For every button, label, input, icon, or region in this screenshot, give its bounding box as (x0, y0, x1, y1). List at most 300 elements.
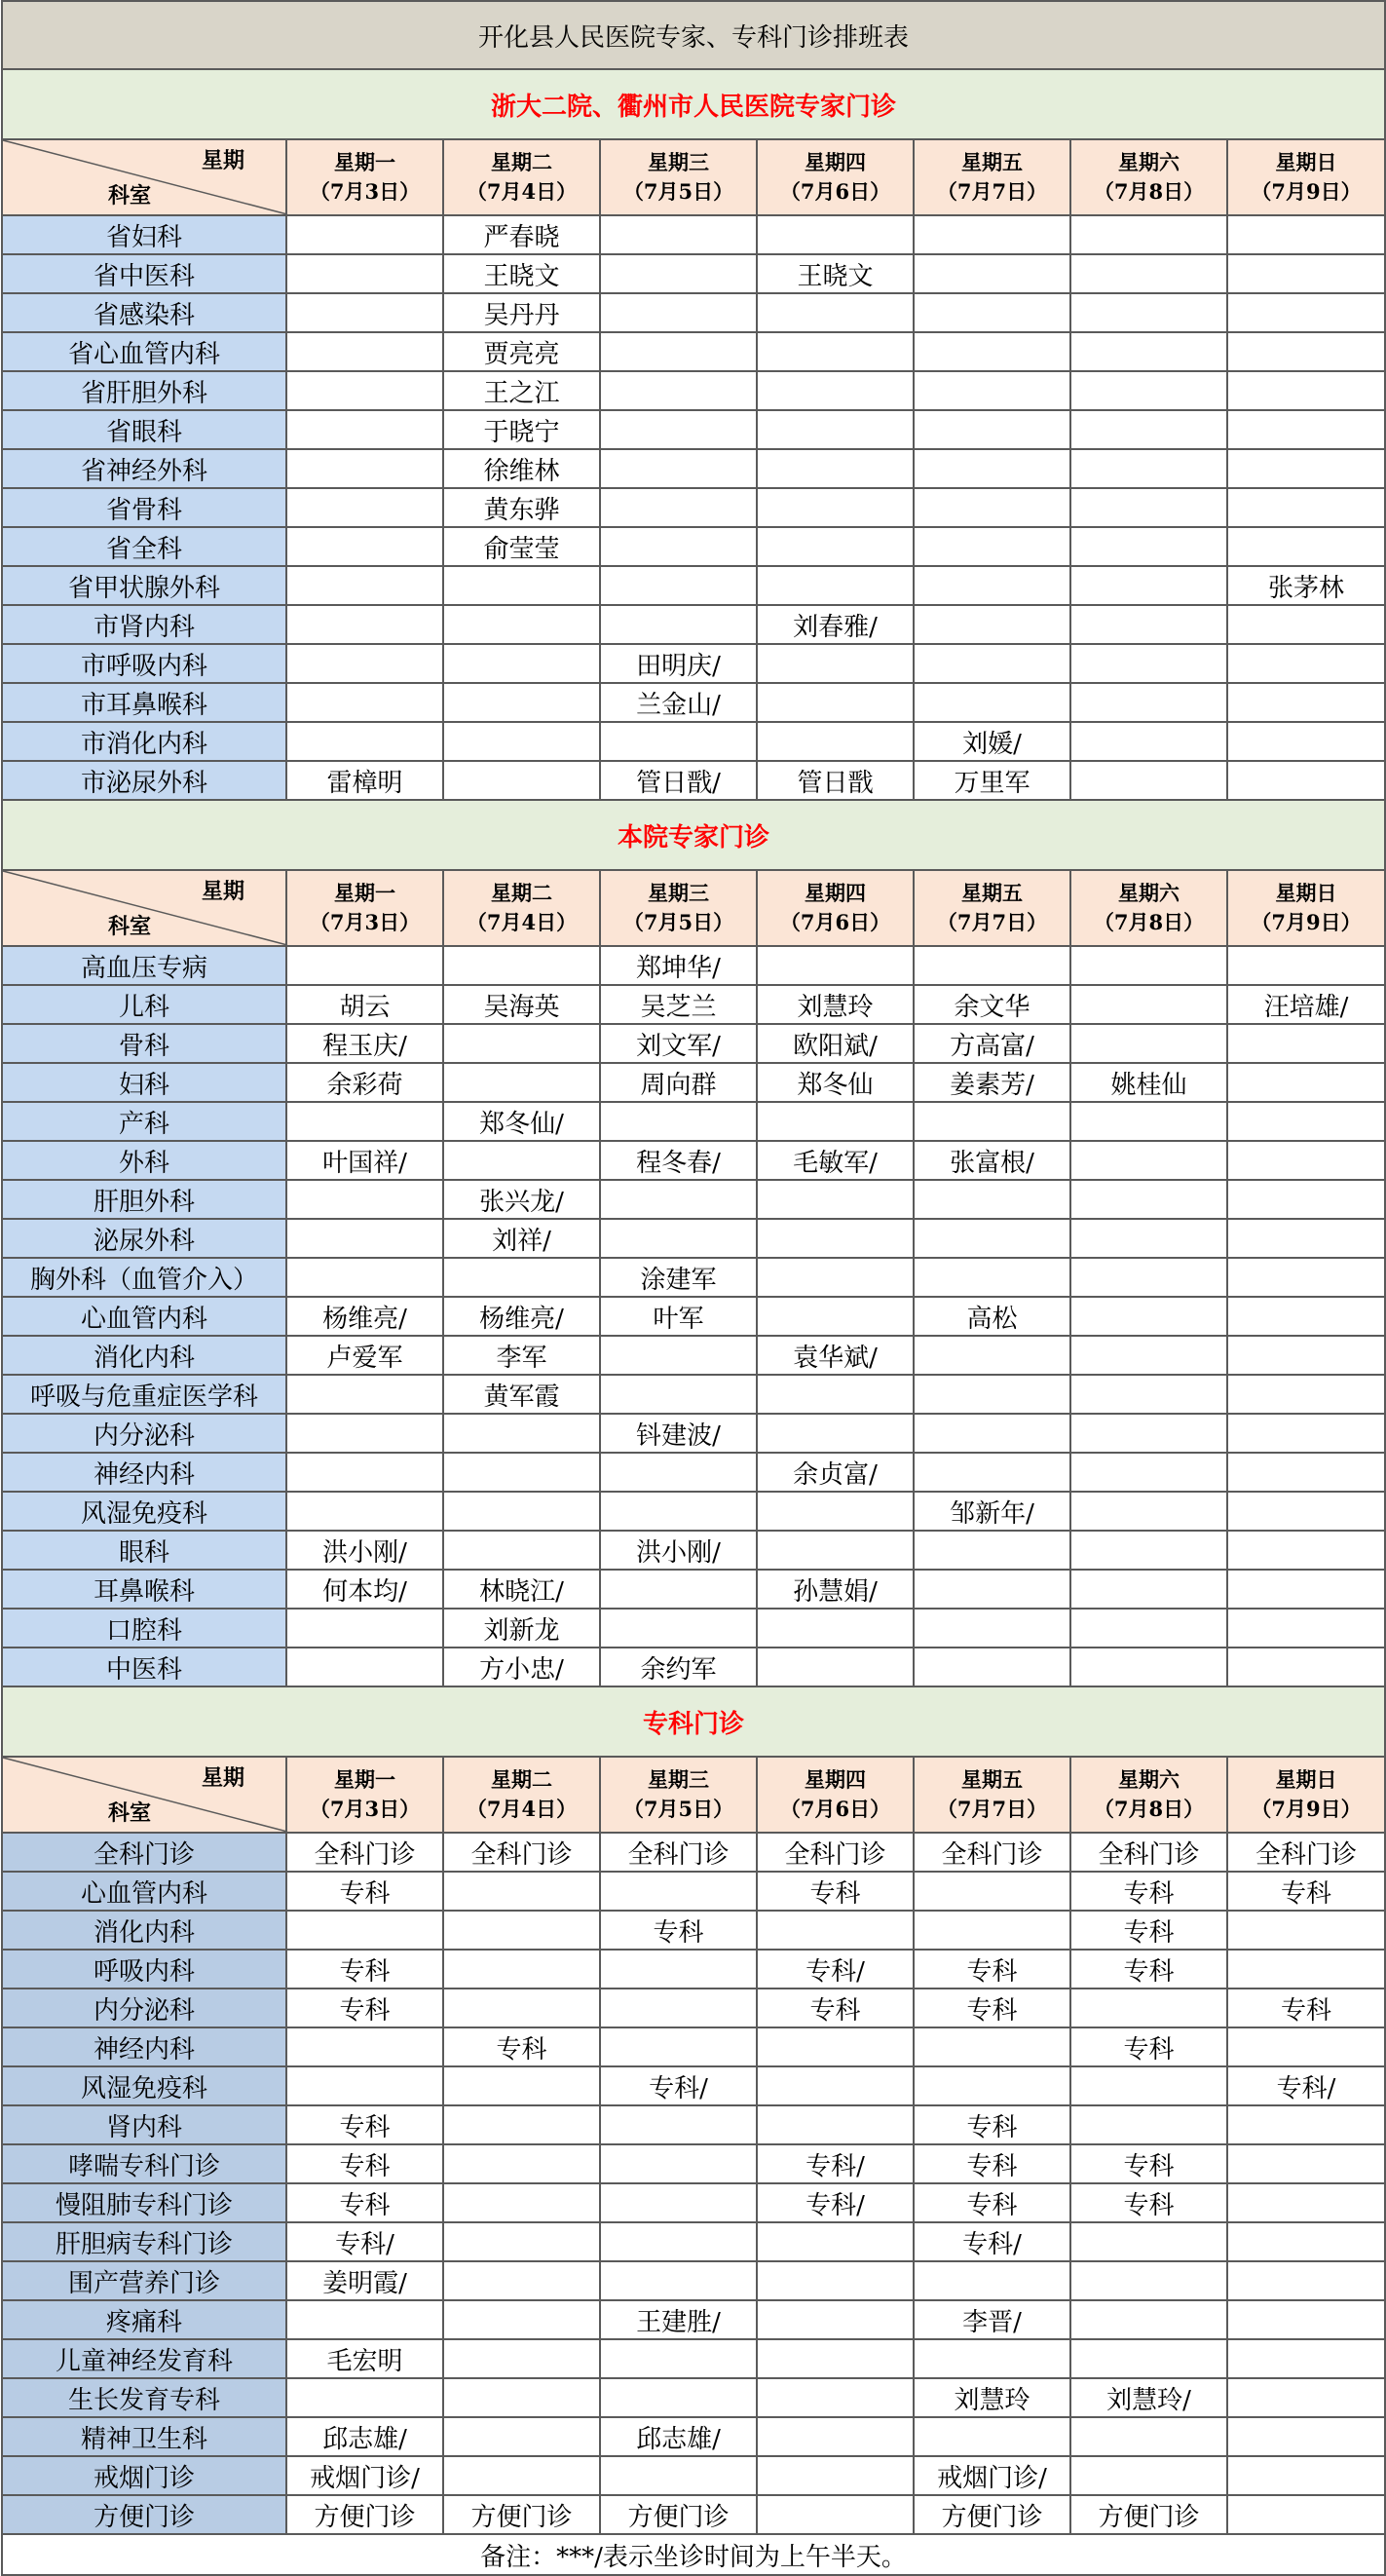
schedule-cell (443, 2339, 600, 2378)
schedule-cell (443, 2183, 600, 2222)
department-cell: 耳鼻喉科 (2, 1570, 286, 1609)
schedule-cell (757, 2495, 914, 2534)
schedule-cell (914, 644, 1070, 683)
department-cell: 神经内科 (2, 2027, 286, 2066)
department-cell: 消化内科 (2, 1336, 286, 1375)
day-date: （7月3日） (309, 1797, 421, 1821)
schedule-cell (1070, 985, 1227, 1024)
schedule-cell: 吴海英 (443, 985, 600, 1024)
day-header-4 (757, 870, 914, 946)
schedule-cell (1227, 1024, 1385, 1063)
schedule-cell (600, 332, 757, 371)
schedule-cell (443, 1141, 600, 1180)
schedule-cell: 杨维亮/ (286, 1297, 443, 1336)
schedule-cell (914, 527, 1070, 566)
day-name: 星期二 (491, 881, 552, 905)
department-cell: 省眼科 (2, 410, 286, 449)
schedule-cell: 田明庆/ (600, 644, 757, 683)
table-row (2, 1950, 1385, 1989)
table-row (2, 1141, 1385, 1180)
department-cell: 省甲状腺外科 (2, 566, 286, 605)
schedule-cell (286, 371, 443, 410)
schedule-cell (1070, 1453, 1227, 1492)
day-date: （7月6日） (779, 179, 891, 204)
table-row (2, 761, 1385, 800)
schedule-cell: 黄东骅 (443, 488, 600, 527)
table-row (2, 1375, 1385, 1414)
table-row (2, 1219, 1385, 1258)
day-header-6 (1070, 870, 1227, 946)
schedule-cell (757, 1219, 914, 1258)
table-row (2, 1609, 1385, 1648)
schedule-cell: 专科/ (914, 2222, 1070, 2261)
schedule-cell (757, 2339, 914, 2378)
schedule-cell: 刘媛/ (914, 722, 1070, 761)
table-row (2, 644, 1385, 683)
schedule-cell (600, 1872, 757, 1911)
schedule-cell (1070, 605, 1227, 644)
schedule-cell (1070, 761, 1227, 800)
schedule-cell (914, 605, 1070, 644)
schedule-cell (757, 1492, 914, 1531)
schedule-cell (1070, 1609, 1227, 1648)
schedule-cell (1070, 1375, 1227, 1414)
schedule-cell (443, 946, 600, 985)
department-cell: 骨科 (2, 1024, 286, 1063)
table-row (2, 449, 1385, 488)
schedule-cell (914, 1453, 1070, 1492)
schedule-cell (757, 488, 914, 527)
department-cell: 哮喘专科门诊 (2, 2144, 286, 2183)
department-cell: 风湿免疫科 (2, 1492, 286, 1531)
schedule-cell (1227, 605, 1385, 644)
schedule-cell: 专科 (914, 2144, 1070, 2183)
schedule-cell (914, 1258, 1070, 1297)
schedule-cell: 专科/ (757, 2183, 914, 2222)
schedule-cell (286, 644, 443, 683)
schedule-cell (1227, 1648, 1385, 1686)
schedule-cell (443, 1531, 600, 1570)
schedule-cell (443, 2222, 600, 2261)
schedule-cell (286, 2300, 443, 2339)
schedule-cell: 钭建波/ (600, 1414, 757, 1453)
day-header-1 (286, 870, 443, 946)
schedule-cell: 专科 (1070, 1911, 1227, 1950)
schedule-cell: 全科门诊 (600, 1833, 757, 1872)
schedule-cell (600, 566, 757, 605)
schedule-cell (443, 2378, 600, 2417)
table-row (2, 488, 1385, 527)
schedule-cell (914, 2261, 1070, 2300)
schedule-cell (286, 722, 443, 761)
table-row (2, 2378, 1385, 2417)
department-cell: 泌尿外科 (2, 1219, 286, 1258)
schedule-cell (757, 215, 914, 254)
table-row (2, 985, 1385, 1024)
day-name: 星期三 (648, 1767, 709, 1792)
schedule-cell (600, 410, 757, 449)
schedule-cell (1227, 644, 1385, 683)
schedule-cell (914, 1375, 1070, 1414)
schedule-cell: 余贞富/ (757, 1453, 914, 1492)
day-name: 星期四 (805, 150, 866, 174)
schedule-cell (914, 1872, 1070, 1911)
schedule-cell: 专科 (914, 1989, 1070, 2027)
schedule-cell: 郑冬仙 (757, 1063, 914, 1102)
schedule-cell (1227, 1297, 1385, 1336)
schedule-cell (443, 761, 600, 800)
schedule-cell (1227, 293, 1385, 332)
schedule-cell (1227, 410, 1385, 449)
schedule-cell: 李军 (443, 1336, 600, 1375)
table-row (2, 2495, 1385, 2534)
schedule-cell (757, 2456, 914, 2495)
schedule-cell: 张富根/ (914, 1141, 1070, 1180)
day-header-7 (1227, 139, 1385, 215)
schedule-cell: 全科门诊 (1070, 1833, 1227, 1872)
schedule-cell (1070, 449, 1227, 488)
day-date: （7月8日） (1093, 1797, 1205, 1821)
schedule-cell (1227, 2300, 1385, 2339)
schedule-cell (914, 371, 1070, 410)
schedule-cell (1070, 2222, 1227, 2261)
schedule-cell (1070, 644, 1227, 683)
schedule-cell: 高松 (914, 1297, 1070, 1336)
schedule-cell (600, 1180, 757, 1219)
schedule-cell (600, 1375, 757, 1414)
schedule-cell (286, 2027, 443, 2066)
schedule-cell (1227, 1414, 1385, 1453)
schedule-cell: 全科门诊 (286, 1833, 443, 1872)
schedule-cell: 徐维林 (443, 449, 600, 488)
schedule-cell: 专科 (757, 1872, 914, 1911)
schedule-cell (286, 254, 443, 293)
schedule-cell (1070, 1180, 1227, 1219)
schedule-cell (443, 1063, 600, 1102)
corner-label-weekday: 星期 (201, 1765, 244, 1791)
schedule-cell (1070, 488, 1227, 527)
schedule-cell (443, 2105, 600, 2144)
schedule-cell: 专科/ (757, 1950, 914, 1989)
schedule-cell (600, 2027, 757, 2066)
section-title-row (2, 1686, 1385, 1757)
schedule-cell (286, 1258, 443, 1297)
table-row (2, 527, 1385, 566)
schedule-cell (443, 2144, 600, 2183)
schedule-cell: 方小忠/ (443, 1648, 600, 1686)
schedule-cell (286, 1648, 443, 1686)
schedule-cell (286, 1609, 443, 1648)
schedule-cell (914, 1336, 1070, 1375)
table-row (2, 2144, 1385, 2183)
schedule-cell: 专科 (1070, 1950, 1227, 1989)
schedule-cell: 邹新年/ (914, 1492, 1070, 1531)
table-row (2, 1492, 1385, 1531)
corner-header-cell (2, 870, 286, 946)
table-row (2, 1531, 1385, 1570)
day-date: （7月4日） (466, 910, 578, 934)
schedule-cell: 专科 (286, 2144, 443, 2183)
schedule-cell (286, 449, 443, 488)
table-row (2, 1570, 1385, 1609)
schedule-cell (600, 293, 757, 332)
schedule-cell (914, 1609, 1070, 1648)
schedule-cell: 王建胜/ (600, 2300, 757, 2339)
schedule-cell: 专科 (600, 1911, 757, 1950)
day-name: 星期五 (961, 881, 1023, 905)
schedule-cell (1070, 1258, 1227, 1297)
table-row (2, 254, 1385, 293)
department-cell: 呼吸与危重症医学科 (2, 1375, 286, 1414)
schedule-cell: 余彩荷 (286, 1063, 443, 1102)
schedule-cell: 方高富/ (914, 1024, 1070, 1063)
day-header-6 (1070, 139, 1227, 215)
schedule-cell: 汪培雄/ (1227, 985, 1385, 1024)
schedule-cell (600, 1950, 757, 1989)
schedule-cell (1070, 1297, 1227, 1336)
schedule-cell (600, 1219, 757, 1258)
schedule-cell (757, 527, 914, 566)
day-name: 星期五 (961, 150, 1023, 174)
schedule-cell (443, 1950, 600, 1989)
schedule-cell (1227, 1950, 1385, 1989)
day-name: 星期一 (334, 150, 395, 174)
department-cell: 省骨科 (2, 488, 286, 527)
corner-label-weekday: 星期 (201, 879, 244, 904)
schedule-cell (600, 527, 757, 566)
table-row (2, 293, 1385, 332)
schedule-cell: 程冬春/ (600, 1141, 757, 1180)
schedule-cell (600, 1609, 757, 1648)
department-cell: 肾内科 (2, 2105, 286, 2144)
schedule-cell (600, 449, 757, 488)
table-row (2, 2417, 1385, 2456)
day-name: 星期三 (648, 881, 709, 905)
schedule-cell (914, 1531, 1070, 1570)
schedule-cell: 王晓文 (757, 254, 914, 293)
schedule-cell (757, 566, 914, 605)
department-cell: 慢阻肺专科门诊 (2, 2183, 286, 2222)
schedule-cell (914, 1414, 1070, 1453)
schedule-cell (1070, 1414, 1227, 1453)
day-header-5 (914, 870, 1070, 946)
department-cell: 疼痛科 (2, 2300, 286, 2339)
schedule-cell: 毛宏明 (286, 2339, 443, 2378)
table-row (2, 605, 1385, 644)
schedule-cell (600, 488, 757, 527)
schedule-cell: 全科门诊 (914, 1833, 1070, 1872)
schedule-cell (1070, 410, 1227, 449)
department-cell: 市消化内科 (2, 722, 286, 761)
schedule-cell (286, 293, 443, 332)
day-date: （7月5日） (622, 910, 734, 934)
schedule-cell (914, 1648, 1070, 1686)
day-header-7 (1227, 1757, 1385, 1833)
table-row (2, 1063, 1385, 1102)
schedule-cell: 专科/ (757, 2144, 914, 2183)
schedule-cell (757, 722, 914, 761)
schedule-cell (1227, 1375, 1385, 1414)
schedule-cell (443, 2261, 600, 2300)
schedule-cell (757, 410, 914, 449)
day-header-2 (443, 1757, 600, 1833)
schedule-cell (600, 605, 757, 644)
schedule-cell (914, 215, 1070, 254)
schedule-cell (757, 1414, 914, 1453)
schedule-cell: 卢爱军 (286, 1336, 443, 1375)
schedule-cell (1227, 1141, 1385, 1180)
schedule-cell (1227, 2378, 1385, 2417)
schedule-cell: 刘新龙 (443, 1609, 600, 1648)
department-cell: 儿科 (2, 985, 286, 1024)
day-header-4 (757, 1757, 914, 1833)
schedule-cell (757, 1258, 914, 1297)
schedule-cell: 涂建军 (600, 1258, 757, 1297)
schedule-cell (1070, 215, 1227, 254)
table-row (2, 2105, 1385, 2144)
schedule-cell: 专科/ (600, 2066, 757, 2105)
day-name: 星期日 (1275, 150, 1337, 174)
schedule-cell (1070, 946, 1227, 985)
schedule-cell: 黄军霞 (443, 1375, 600, 1414)
schedule-cell (914, 946, 1070, 985)
day-header-3 (600, 139, 757, 215)
schedule-cell: 刘慧玲/ (1070, 2378, 1227, 2417)
department-cell: 神经内科 (2, 1453, 286, 1492)
schedule-cell (1227, 2027, 1385, 2066)
schedule-cell (914, 1219, 1070, 1258)
schedule-cell: 专科 (1070, 1872, 1227, 1911)
schedule-cell (914, 2066, 1070, 2105)
day-date: （7月4日） (466, 1797, 578, 1821)
schedule-cell (1227, 1531, 1385, 1570)
schedule-cell: 专科 (1227, 1989, 1385, 2027)
day-header-2 (443, 139, 600, 215)
schedule-cell: 洪小刚/ (286, 1531, 443, 1570)
day-header-2 (443, 870, 600, 946)
schedule-cell: 袁华斌/ (757, 1336, 914, 1375)
schedule-cell: 方便门诊 (600, 2495, 757, 2534)
schedule-cell (914, 332, 1070, 371)
department-cell: 精神卫生科 (2, 2417, 286, 2456)
schedule-cell (600, 1570, 757, 1609)
schedule-cell (1070, 2339, 1227, 2378)
schedule-cell (757, 2261, 914, 2300)
schedule-cell (1070, 1336, 1227, 1375)
day-date: （7月6日） (779, 910, 891, 934)
day-name: 星期四 (805, 881, 866, 905)
department-cell: 肝胆外科 (2, 1180, 286, 1219)
schedule-cell (443, 1492, 600, 1531)
schedule-cell: 全科门诊 (1227, 1833, 1385, 1872)
department-cell: 省肝胆外科 (2, 371, 286, 410)
table-row (2, 683, 1385, 722)
schedule-cell (600, 2378, 757, 2417)
schedule-cell (1227, 254, 1385, 293)
schedule-cell: 专科 (914, 2105, 1070, 2144)
schedule-cell (757, 2027, 914, 2066)
schedule-cell: 专科 (1070, 2183, 1227, 2222)
table-row (2, 2222, 1385, 2261)
day-header-1 (286, 1757, 443, 1833)
schedule-cell (757, 946, 914, 985)
department-cell: 胸外科（血管介入） (2, 1258, 286, 1297)
table-row (2, 371, 1385, 410)
department-cell: 戒烟门诊 (2, 2456, 286, 2495)
schedule-cell: 方便门诊 (1070, 2495, 1227, 2534)
section-title-row (2, 800, 1385, 870)
schedule-cell (757, 2378, 914, 2417)
table-row (2, 1024, 1385, 1063)
schedule-cell: 邱志雄/ (600, 2417, 757, 2456)
day-header-6 (1070, 1757, 1227, 1833)
schedule-cell (1070, 2261, 1227, 2300)
schedule-cell (1227, 1258, 1385, 1297)
schedule-cell (1227, 2417, 1385, 2456)
day-name: 星期五 (961, 1767, 1023, 1792)
schedule-cell (1070, 1570, 1227, 1609)
schedule-cell (757, 2105, 914, 2144)
day-name: 星期六 (1118, 881, 1180, 905)
department-cell: 外科 (2, 1141, 286, 1180)
schedule-cell (286, 215, 443, 254)
schedule-cell: 何本均/ (286, 1570, 443, 1609)
day-date: （7月7日） (936, 910, 1048, 934)
schedule-cell (757, 293, 914, 332)
schedule-cell (443, 1414, 600, 1453)
schedule-cell (600, 2105, 757, 2144)
table-row (2, 1336, 1385, 1375)
table-row (2, 1297, 1385, 1336)
schedule-cell: 专科 (1227, 1872, 1385, 1911)
schedule-cell (1227, 1219, 1385, 1258)
schedule-cell (600, 2144, 757, 2183)
table-row (2, 1648, 1385, 1686)
schedule-cell (443, 1989, 600, 2027)
table-row (2, 722, 1385, 761)
schedule-cell (443, 2300, 600, 2339)
day-header-7 (1227, 870, 1385, 946)
table-row (2, 1102, 1385, 1141)
day-name: 星期三 (648, 150, 709, 174)
schedule-cell (1227, 371, 1385, 410)
schedule-cell (443, 1258, 600, 1297)
department-cell: 口腔科 (2, 1609, 286, 1648)
schedule-cell (1227, 332, 1385, 371)
corner-label-department: 科室 (108, 1800, 152, 1826)
schedule-cell: 专科 (914, 2183, 1070, 2222)
schedule-cell (1227, 488, 1385, 527)
footnote: 备注：***/表示坐诊时间为上午半天。 (2, 2534, 1385, 2575)
schedule-cell (1070, 254, 1227, 293)
day-date: （7月8日） (1093, 910, 1205, 934)
schedule-cell (443, 1911, 600, 1950)
schedule-cell (286, 2378, 443, 2417)
schedule-cell: 吴芝兰 (600, 985, 757, 1024)
schedule-cell (757, 1375, 914, 1414)
schedule-cell: 吴丹丹 (443, 293, 600, 332)
day-name: 星期六 (1118, 150, 1180, 174)
day-name: 星期四 (805, 1767, 866, 1792)
schedule-cell (1227, 2495, 1385, 2534)
schedule-cell: 方便门诊 (443, 2495, 600, 2534)
schedule-cell: 姜明霞/ (286, 2261, 443, 2300)
table-row (2, 946, 1385, 985)
schedule-cell (286, 605, 443, 644)
department-cell: 省中医科 (2, 254, 286, 293)
schedule-cell: 张兴龙/ (443, 1180, 600, 1219)
department-cell: 肝胆病专科门诊 (2, 2222, 286, 2261)
